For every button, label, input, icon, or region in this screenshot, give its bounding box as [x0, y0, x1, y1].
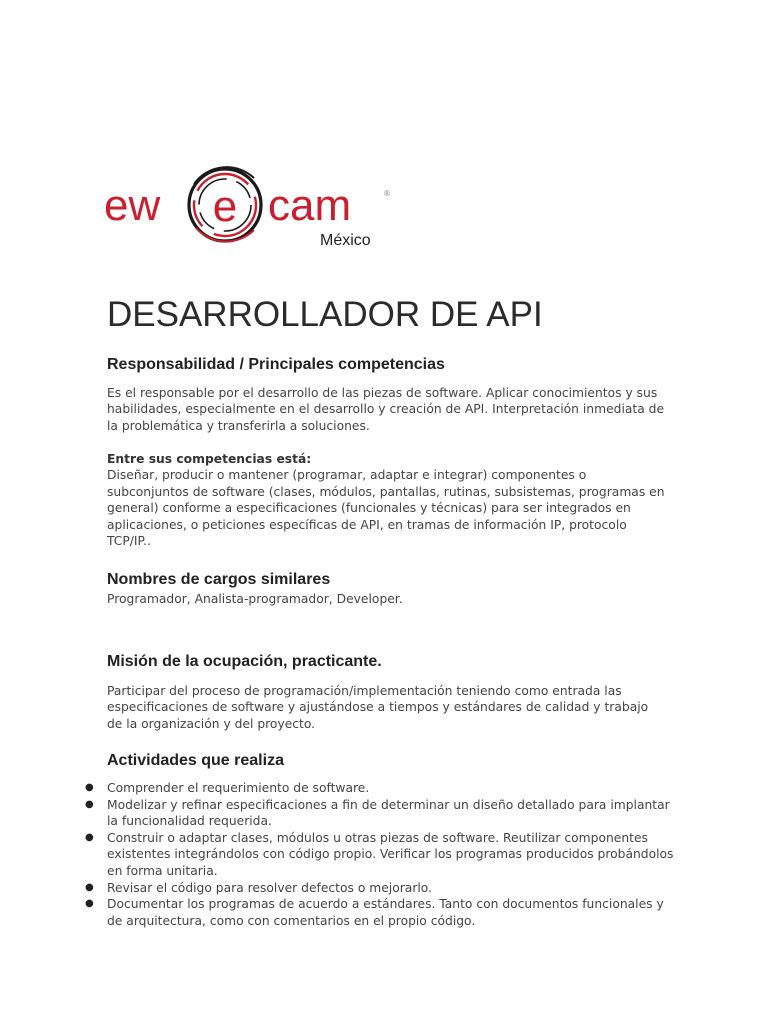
list-item	[85, 830, 675, 880]
list-item	[85, 880, 675, 897]
bullet-icon: ●	[85, 831, 94, 843]
list-item-text: Modelizar y refinar especificaciones a fin de determinar un diseño detallado para implantar la funcionalidad requerida.	[107, 797, 670, 829]
competencias-label: Entre sus competencias está:	[107, 452, 312, 466]
list-item-text: Construir o adaptar clases, módulos u otras piezas de software. Reutilizar componentes existentes integrándolos con código propio. Verificar los programas producidos probándolos en forma unitaria.	[107, 830, 674, 878]
bullet-icon: ●	[85, 881, 94, 893]
page-title: DESARROLLADOR DE API	[107, 295, 543, 334]
heading-actividades: Actividades que realiza	[107, 752, 284, 769]
paragraph-mision: Participar del proceso de programación/implementación teniendo como entrada las especificaciones de software y ajustándose a tiempos y estándares de calidad y trabajo de la organización y del proyecto.	[107, 684, 649, 731]
heading-cargos: Nombres de cargos similares	[107, 571, 331, 588]
bullet-icon: ●	[85, 898, 94, 910]
paragraph-competencias	[107, 451, 667, 549]
logo-subtext: México	[320, 232, 371, 249]
logo-text-center: e	[212, 182, 238, 231]
paragraph-responsabilidad: Es el responsable por el desarrollo de las piezas de software. Aplicar conocimientos y sus habilidades, especialmente en el desarrollo y creación de API. Interpretación inmediata de la problemática y transferirla a soluciones.	[107, 386, 665, 433]
logo-registered-mark: ®	[384, 189, 390, 198]
heading-mision: Misión de la ocupación, practicante.	[107, 653, 382, 670]
ewecam-logo	[104, 156, 394, 252]
actividades-list	[85, 780, 675, 929]
list-item-text: Comprender el requerimiento de software.	[107, 781, 370, 795]
competencias-text: Diseñar, producir o mantener (programar, adaptar e integrar) componentes o subconjuntos de software (clases, módulos, pantallas, rutinas, subsistemas, programas en general) conforme a especificaciones (funcionales y técnicas) para ser integrados en aplicaciones, o peticiones específicas de API, en tramas de información IP, protocolo TCP/IP..	[107, 468, 665, 549]
paragraph-cargos: Programador, Analista-programador, Developer.	[107, 592, 403, 606]
bullet-icon: ●	[85, 798, 94, 810]
logo-text-left: ew	[104, 181, 161, 230]
list-item	[85, 797, 675, 830]
list-item-text: Revisar el código para resolver defectos o mejorarlo.	[107, 880, 433, 895]
list-item	[85, 780, 675, 797]
heading-responsabilidad: Responsabilidad / Principales competencias	[107, 356, 445, 373]
logo-text-right: cam	[268, 181, 352, 230]
bullet-icon: ●	[85, 782, 94, 793]
list-item	[85, 896, 675, 929]
list-item-text: Documentar los programas de acuerdo a estándares. Tanto con documentos funcionales y de arquitectura, como con comentarios en el propio código.	[107, 897, 664, 928]
